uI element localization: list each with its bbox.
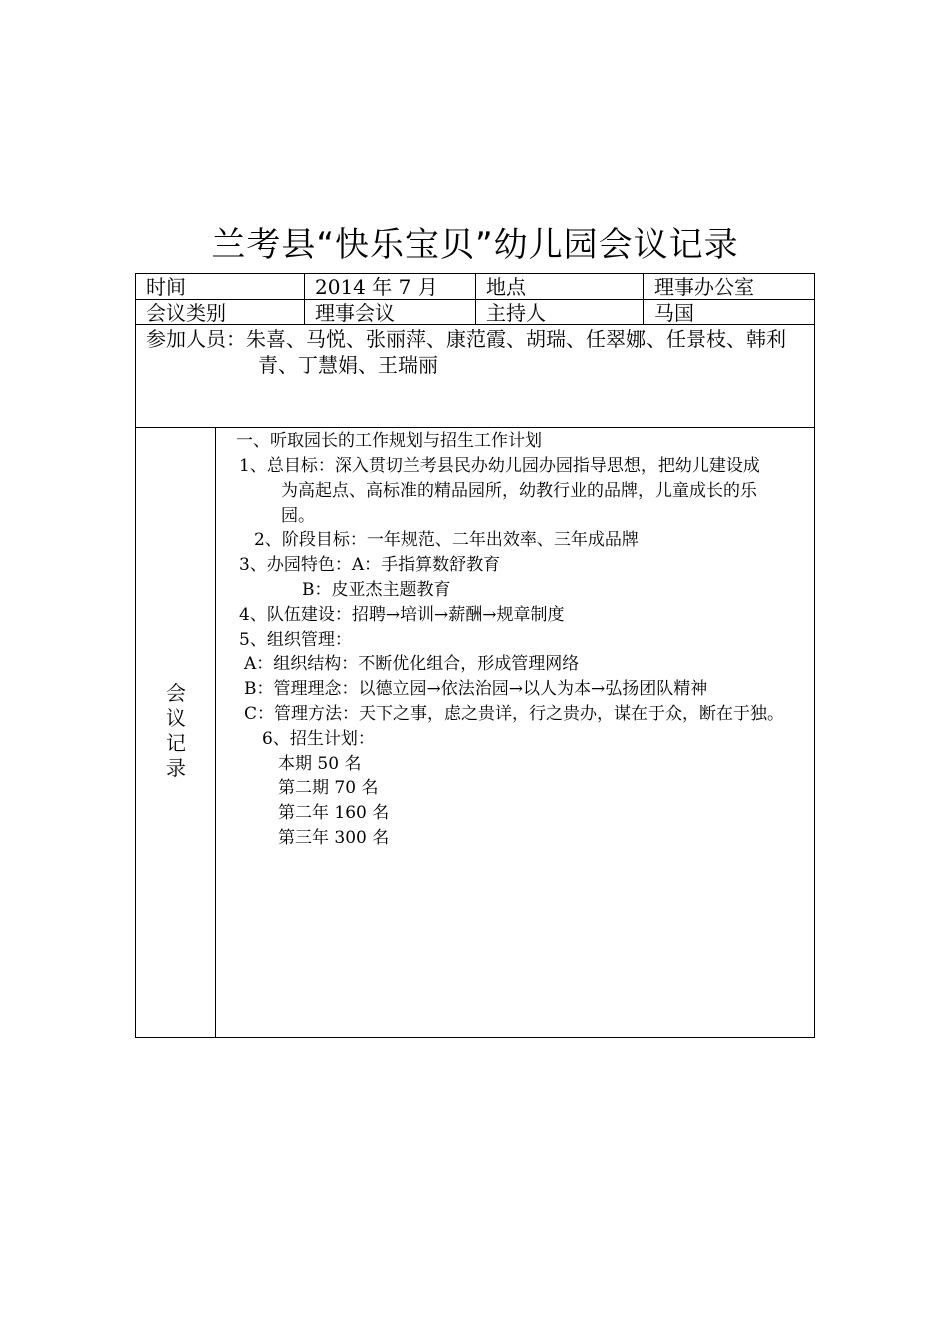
host-value: 马国 [643,300,814,324]
minutes-line: 园。 [281,506,315,526]
attendees-line-1: 参加人员：朱喜、马悦、张丽萍、康范霞、胡瑞、任翠娜、任景枝、韩利 [146,327,786,351]
minutes-line: 1、总目标：深入贯切兰考县民办幼儿园办园指导思想，把幼儿建设成 [239,456,760,476]
minutes-side-label [136,428,216,1037]
host-label: 主持人 [475,300,643,324]
side-label-char: 议 [166,706,186,730]
minutes-line: 一、听取园长的工作规划与招生工作计划 [236,431,542,451]
minutes-line: B：皮亚杰主题教育 [302,580,451,600]
minutes-line: B：管理理念：以德立园→依法治园→以人为本→弘扬团队精神 [244,679,708,699]
minutes-line: 5、组织管理： [239,630,352,650]
side-label-char: 记 [166,731,186,755]
attendees-line-2: 青、丁慧娟、王瑞丽 [258,353,438,377]
time-label: 时间 [146,275,186,299]
header-row-category [136,300,814,325]
minutes-table [135,273,815,1038]
minutes-line: 第二年 160 名 [278,803,390,823]
minutes-row [136,428,814,1037]
page-title: 兰考县“快乐宝贝”幼儿园会议记录 [211,225,739,265]
side-label-char: 会 [166,681,186,705]
time-value: 2014 年 7 月 [304,274,475,299]
minutes-line: 6、招生计划： [262,729,375,749]
category-label: 会议类别 [146,301,226,325]
attendees-text [136,325,814,378]
minutes-line: 第三年 300 名 [278,828,390,848]
attendees-row [136,325,814,428]
place-value: 理事办公室 [643,274,814,299]
category-value: 理事会议 [304,300,475,324]
minutes-line: A：组织结构：不断优化组合，形成管理网络 [244,654,580,674]
minutes-content [216,428,814,1037]
minutes-line: 第二期 70 名 [278,778,379,798]
minutes-line: 4、队伍建设：招聘→培训→薪酬→规章制度 [239,605,565,625]
minutes-line: 本期 50 名 [278,754,362,774]
header-row-time [136,274,814,300]
minutes-line: C：管理方法：天下之事，虑之贵详，行之贵办，谋在于众，断在于独。 [244,704,785,724]
side-label-char: 录 [166,756,186,780]
minutes-line: 为高起点、高标准的精品园所，幼教行业的品牌，儿童成长的乐 [281,481,757,501]
minutes-line: 3、办园特色：A：手指算数舒教育 [239,555,501,575]
place-label: 地点 [475,274,643,299]
minutes-line: 2、阶段目标：一年规范、二年出效率、三年成品牌 [254,530,639,550]
